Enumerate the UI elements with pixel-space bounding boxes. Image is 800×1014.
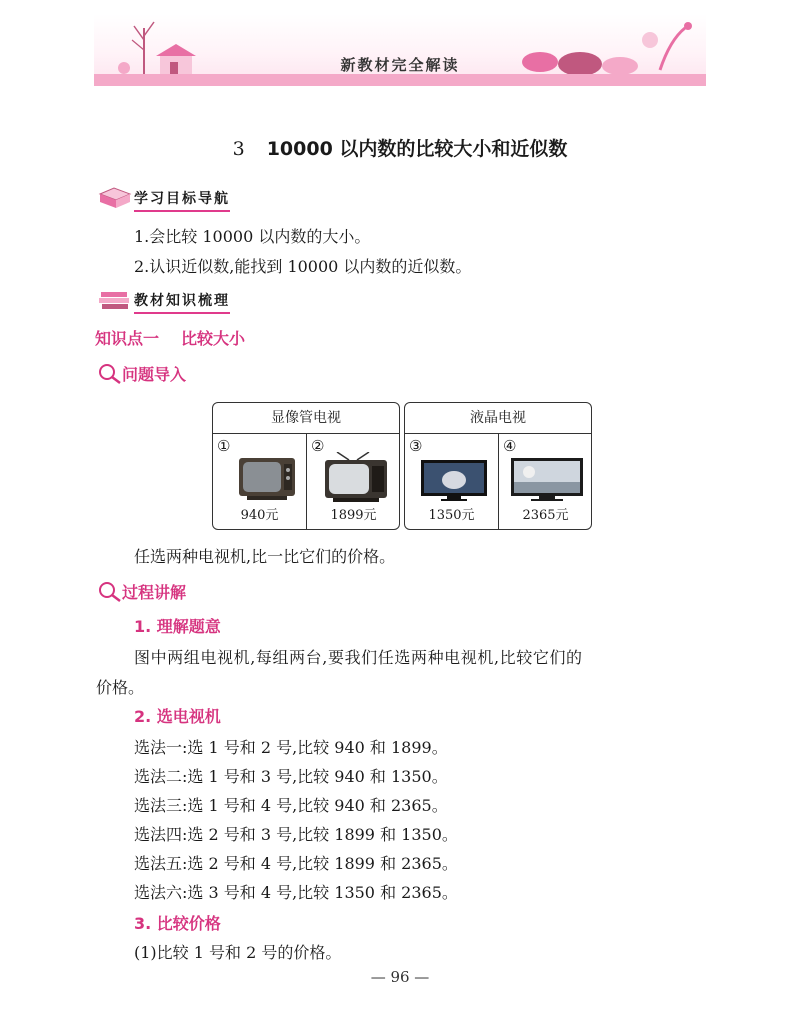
magnifier-icon <box>98 581 122 603</box>
point-title: 比较大小 <box>181 329 246 348</box>
lcd-tv-icon <box>419 458 489 502</box>
process-heading <box>98 580 186 603</box>
step3-title: 3. 比较价格 <box>134 914 221 933</box>
tv-price: 1350元 <box>428 508 475 523</box>
step1-text-line2: 价格。 <box>96 678 145 697</box>
book-icon <box>98 186 132 210</box>
section-goals-label: 学习目标导航 <box>134 188 230 212</box>
step2-title: 2. 选电视机 <box>134 707 221 726</box>
tv-group-lcd <box>404 402 592 530</box>
tv-group-crt <box>212 402 400 530</box>
question-text: 任选两种电视机,比一比它们的价格。 <box>134 547 396 566</box>
option-item: 选法三:选 1 号和 4 号,比较 940 和 2365。 <box>134 796 448 815</box>
tv-price: 1899元 <box>330 508 377 523</box>
chapter-title <box>0 134 800 161</box>
intro-heading-text: 问题导入 <box>122 365 187 384</box>
page-number: — 96 — <box>370 968 430 986</box>
point-label: 知识点一 <box>95 329 160 348</box>
option-item: 选法六:选 3 号和 4 号,比较 1350 和 2365。 <box>134 883 458 902</box>
tv-number: ② <box>311 437 325 455</box>
tv-group-caption: 显像管电视 <box>213 403 399 434</box>
tv-item-2 <box>306 434 400 529</box>
tv-number: ① <box>217 437 231 455</box>
goal-item-2: 2.认识近似数,能找到 10000 以内数的近似数。 <box>134 257 472 276</box>
tv-item-4 <box>498 434 592 529</box>
option-item: 选法二:选 1 号和 3 号,比较 940 和 1350。 <box>134 767 448 786</box>
tv-item-1 <box>213 434 306 529</box>
option-item: 选法五:选 2 号和 4 号,比较 1899 和 2365。 <box>134 854 458 873</box>
tv-number: ④ <box>503 437 517 455</box>
crt-tv-icon <box>237 456 297 502</box>
step1-title: 1. 理解题意 <box>134 617 221 636</box>
intro-heading <box>98 362 186 385</box>
tv-price: 940元 <box>240 508 279 523</box>
magnifier-icon <box>98 363 122 385</box>
chapter-title-text: 10000 以内数的比较大小和近似数 <box>266 138 568 160</box>
goal-item-1: 1.会比较 10000 以内数的大小。 <box>134 227 371 246</box>
option-item: 选法四:选 2 号和 3 号,比较 1899 和 1350。 <box>134 825 458 844</box>
banner-stripe <box>94 74 706 86</box>
tv-item-3 <box>405 434 498 529</box>
books-stack-icon <box>98 288 132 312</box>
tv-price: 2365元 <box>522 508 569 523</box>
knowledge-point-heading <box>95 326 245 349</box>
crt-tv-icon <box>323 452 389 504</box>
lcd-tv-icon <box>509 456 585 502</box>
tv-number: ③ <box>409 437 423 455</box>
tv-group-caption: 液晶电视 <box>405 403 591 434</box>
step3-sub: (1)比较 1 号和 2 号的价格。 <box>134 943 342 962</box>
step1-text-line1: 图中两组电视机,每组两台,要我们任选两种电视机,比较它们的 <box>134 648 583 667</box>
header-title: 新教材完全解读 <box>340 56 460 74</box>
header-banner <box>94 14 706 86</box>
process-heading-text: 过程讲解 <box>122 583 187 602</box>
chapter-number: 3 <box>232 138 245 160</box>
section-knowledge-label: 教材知识梳理 <box>134 290 230 314</box>
option-item: 选法一:选 1 号和 2 号,比较 940 和 1899。 <box>134 738 448 757</box>
